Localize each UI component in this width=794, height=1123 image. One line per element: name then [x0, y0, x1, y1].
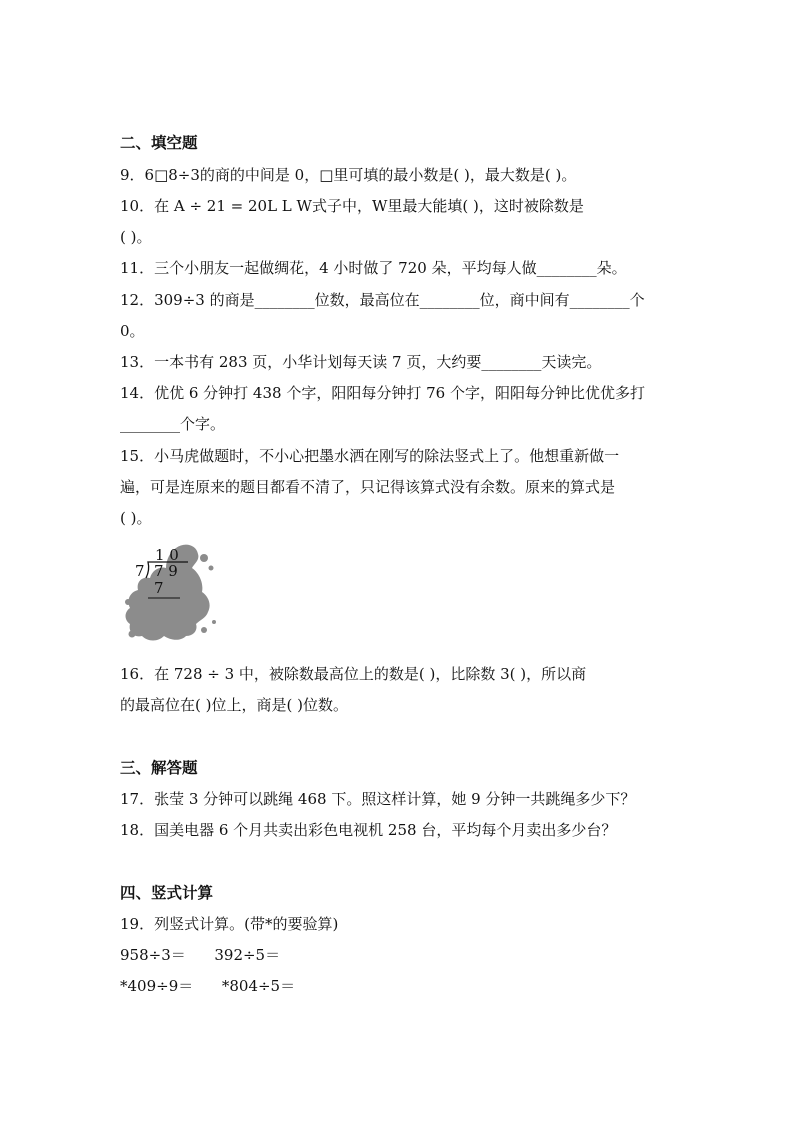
question-15-line-2: 遍，可是连原来的题目都看不清了，只记得该算式没有余数。原来的算式是 [120, 478, 616, 496]
question-19: 19．列竖式计算。(带*的要验算) [120, 915, 339, 933]
ink-droplet [129, 631, 136, 638]
calc-row-2: *409÷9＝ *804÷5＝ [120, 977, 296, 995]
question-10-line-1: 10．在 A ÷ 21 = 20L L W式子中，W里最大能填( )，这时被除数是 [120, 197, 584, 215]
dividend-digits: 7 9 [154, 562, 178, 580]
question-11: 11．三个小朋友一起做绸花，4 小时做了 720 朵，平均每人做________朵。 [120, 259, 627, 277]
question-10-line-2: ( )。 [120, 228, 152, 246]
question-16-line-2: 的最高位在( )位上，商是( )位数。 [120, 696, 348, 714]
question-12-line-1: 12．309÷3 的商是________位数，最高位在________位，商中间有________个 [120, 291, 645, 309]
ink-droplet [209, 566, 214, 571]
section-2-title: 二、填空题 [120, 133, 198, 152]
ink-splattered-division-figure [118, 538, 218, 656]
question-17: 17．张莹 3 分钟可以跳绳 468 下。照这样计算，她 9 分钟一共跳绳多少下？ [120, 790, 636, 808]
ink-droplet [201, 627, 207, 633]
question-15-line-3: ( )。 [120, 509, 152, 527]
section-4-title: 四、竖式计算 [120, 883, 214, 902]
question-18: 18．国美电器 6 个月共卖出彩色电视机 258 台，平均每个月卖出多少台？ [120, 821, 617, 839]
ink-droplet [212, 620, 216, 624]
question-9: 9．6□8÷3的商的中间是 0，□里可填的最小数是( )，最大数是( )。 [120, 166, 577, 184]
question-14-line-1: 14．优优 6 分钟打 438 个字，阳阳每分钟打 76 个字，阳阳每分钟比优优多打 [120, 384, 645, 402]
calc-row-1: 958÷3＝ 392÷5＝ [120, 946, 281, 964]
divisor-digit: 7 [135, 562, 145, 580]
section-3-title: 三、解答题 [120, 758, 198, 777]
question-15-line-1: 15．小马虎做题时，不小心把墨水洒在刚写的除法竖式上了。他想重新做一 [120, 447, 620, 465]
question-16-line-1: 16．在 728 ÷ 3 中，被除数最高位上的数是( )，比除数 3( )，所以商 [120, 665, 587, 683]
ink-droplet [125, 599, 131, 605]
product-digit: 7 [154, 579, 164, 597]
quotient-digits: 1 0 [155, 546, 179, 564]
question-12-line-2: 0。 [120, 322, 145, 340]
ink-droplet [200, 554, 208, 562]
question-13: 13．一本书有 283 页，小华计划每天读 7 页，大约要________天读完。 [120, 353, 602, 371]
question-14-line-2: ________个字。 [120, 415, 226, 433]
